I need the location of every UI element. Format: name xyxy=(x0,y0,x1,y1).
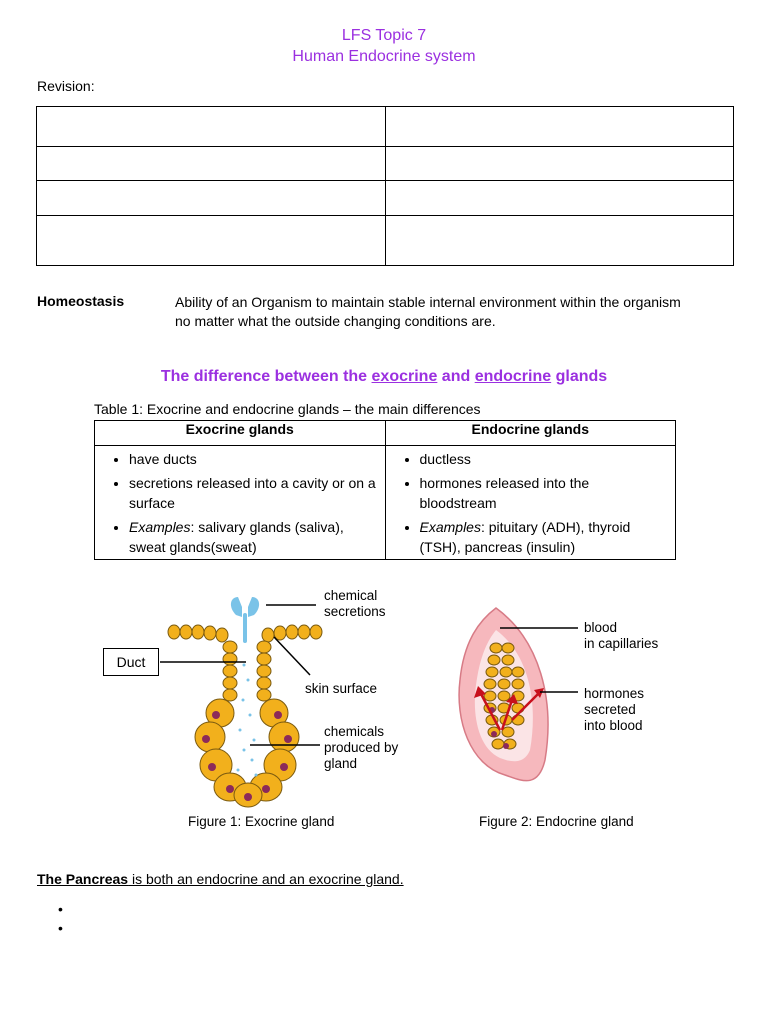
endocrine-gland-figure xyxy=(450,600,690,840)
empty-bullet-2[interactable]: • xyxy=(58,920,63,936)
label-chemicals-3: gland xyxy=(324,756,358,771)
secreted-chemicals xyxy=(237,664,258,777)
duct-label-box[interactable]: Duct xyxy=(103,648,159,676)
revision-cell[interactable] xyxy=(37,107,386,147)
label-hormones-3: into blood xyxy=(584,718,643,733)
list-item: • hormones released into the bloodstream xyxy=(420,473,670,513)
heading-part: and xyxy=(437,368,475,385)
secretion-droplets xyxy=(231,597,259,643)
exocrine-cell xyxy=(95,446,386,560)
examples-label: Examples xyxy=(419,519,481,535)
list-item: • have ducts xyxy=(129,449,379,469)
heading-link-exocrine: exocrine xyxy=(371,368,438,385)
exocrine-gland-figure xyxy=(160,585,450,840)
list-item xyxy=(420,517,670,557)
revision-cell[interactable] xyxy=(37,181,386,215)
figure1-caption: Figure 1: Exocrine gland xyxy=(188,814,335,829)
header-exocrine: Exocrine glands xyxy=(95,421,386,446)
endocrine-cell xyxy=(385,446,676,560)
list-item: • secretions released into a cavity or on a surface xyxy=(129,473,379,513)
header-endocrine: Endocrine glands xyxy=(385,421,676,446)
list-item: • ductless xyxy=(420,449,670,469)
label-hormones-2: secreted xyxy=(584,702,636,717)
label-skin-surface: skin surface xyxy=(305,681,378,696)
homeostasis-term: Homeostasis xyxy=(37,293,125,309)
pancreas-text: is both an endocrine and an exocrine gland. xyxy=(128,871,404,887)
differences-table xyxy=(94,420,676,560)
heading-link-endocrine: endocrine xyxy=(474,368,552,385)
difference-heading xyxy=(0,368,768,386)
label-chemical-secretions-1: chemical xyxy=(324,588,378,603)
revision-cell[interactable] xyxy=(385,107,734,147)
gland-cells xyxy=(168,625,322,807)
revision-cell[interactable] xyxy=(385,147,734,181)
revision-cell[interactable] xyxy=(385,181,734,215)
heading-part: The difference between the xyxy=(160,368,372,385)
list-item xyxy=(129,517,379,557)
heading-part: glands xyxy=(551,368,608,385)
label-hormones-1: hormones xyxy=(584,686,645,701)
figure2-caption: Figure 2: Endocrine gland xyxy=(479,814,634,829)
label-chemicals-2: produced by xyxy=(324,740,399,755)
revision-cell[interactable] xyxy=(385,215,734,265)
pancreas-statement xyxy=(37,871,404,887)
page-subtitle: Human Endocrine system xyxy=(292,48,476,65)
revision-cell[interactable] xyxy=(37,215,386,265)
pancreas-term: The Pancreas xyxy=(37,871,129,887)
label-chemicals-1: chemicals xyxy=(324,724,385,739)
revision-cell[interactable] xyxy=(37,147,386,181)
revision-table xyxy=(36,106,734,266)
page-title: LFS Topic 7 xyxy=(341,27,427,44)
examples-label: Examples xyxy=(129,519,191,535)
empty-bullet-1[interactable]: • xyxy=(58,901,63,917)
label-blood-1: blood xyxy=(584,620,618,635)
homeostasis-definition: Ability of an Organism to maintain stable internal environment within the organism no matter what the outside changing conditions are. xyxy=(175,294,681,329)
examples-text: : salivary glands (saliva), sweat glands(sweat) xyxy=(129,519,344,555)
label-blood-2: in capillaries xyxy=(584,636,659,651)
examples-text: : pituitary (ADH), thyroid (TSH), pancreas (insulin) xyxy=(419,519,631,555)
label-chemical-secretions-2: secretions xyxy=(324,604,386,619)
revision-label: Revision: xyxy=(37,78,95,94)
table-caption: Table 1: Exocrine and endocrine glands – the main differences xyxy=(94,401,481,417)
